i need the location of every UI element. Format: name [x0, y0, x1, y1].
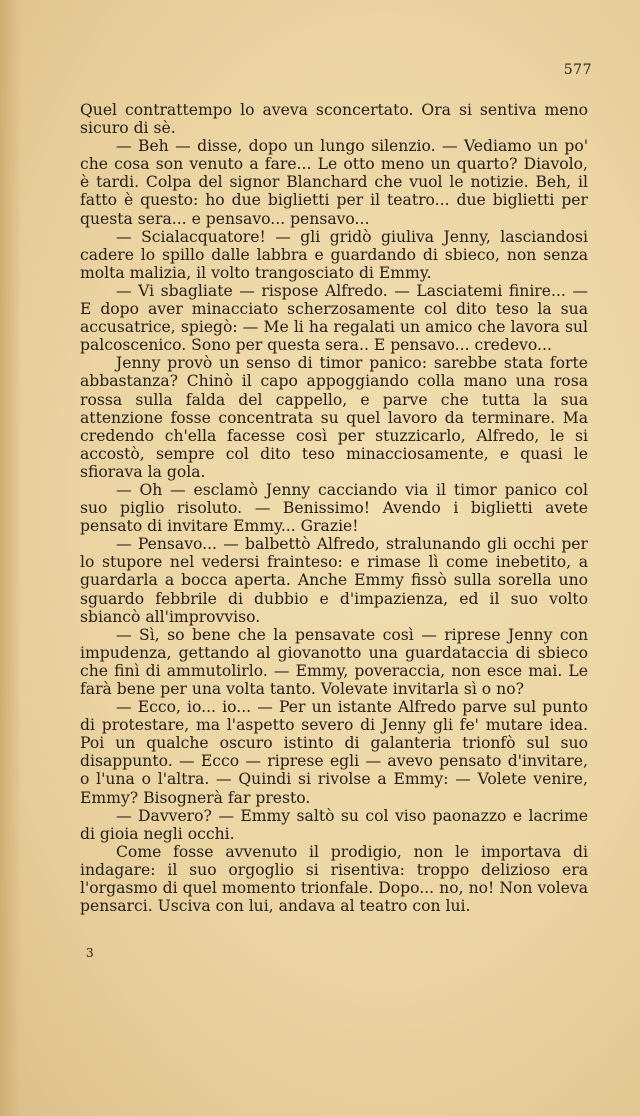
body-text [80, 101, 588, 915]
paragraph-5: Jenny provò un senso di timor panico: sarebbe stata forte abbastanza? Chinò il capo appoggiando colla mano una rosa rossa sulla falda del cappello, e parve che tutta la sua attenzione fosse concentrata su quel lavoro da terminare. Ma credendo ch'ella facesse così per stuzzicarlo, Alfredo, le si accostò, sempre col dito teso minacciosamente, e quasi le sfiorava la gola. [80, 354, 588, 481]
paragraph-7: — Pensavo... — balbettò Alfredo, stralunando gli occhi per lo stupore nel vedersi frainteso: e rimase lì come inebetito, a guardarla a bocca aperta. Anche Emmy fissò sulla sorella uno sguardo febbrile di dubbio e d'impazienza, ed il suo volto sbiancò all'improvviso. [80, 535, 588, 626]
page-edge-shadow [0, 0, 22, 1116]
paragraph-9: — Ecco, io... io... — Per un istante Alfredo parve sul punto di protestare, ma l'aspetto severo di Jenny gli fe' mutare idea. Poi un qualche oscuro istinto di galanteria trionfò sul suo disappunto. — Ecco — riprese egli — avevo pensato d'invitare, o l'una o l'altra. — Quindi si rivolse a Emmy: — Volete venire, Emmy? Bisognerà far presto. [80, 698, 588, 807]
paragraph-10: — Davvero? — Emmy saltò su col viso paonazzo e lacrime di gioia negli occhi. [80, 806, 588, 843]
page-number: 577 [563, 62, 592, 78]
paragraph-1: Quel contrattempo lo aveva sconcertato. Ora si sentiva meno sicuro di sè. [80, 101, 588, 138]
paragraph-11: Come fosse avvenuto il prodigio, non le importava di indagare: il suo orgoglio si risentiva: troppo delizioso era l'orgasmo di quel momento trionfale. Dopo... no, no! Non voleva pensarci. Usciva con lui, andava al teatro con lui. [80, 842, 588, 916]
paragraph-6: — Oh — esclamò Jenny cacciando via il timor panico col suo piglio risoluto. — Benissimo! Avendo i biglietti avete pensato di invitare Emmy... Grazie! [80, 480, 588, 536]
paragraph-2: — Beh — disse, dopo un lungo silenzio. — Vediamo un po' che cosa son venuto a fare... Le otto meno un quarto? Diavolo, è tardi. Colpa del signor Blanchard che vuol le notizie. Beh, il fatto è questo: ho due biglietti per il teatro... due biglietti per questa sera... e pensavo... pensavo... [80, 137, 588, 228]
paragraph-4: — Vi sbagliate — rispose Alfredo. — Lasciatemi finire... — E dopo aver minacciato scherzosamente col dito teso la sua accusatrice, spiegò: — Me li ha regalati un amico che lavora sul palcoscenico. Sono per questa sera.. E pensavo... credevo... [80, 281, 588, 355]
paragraph-3: — Scialacquatore! — gli gridò giuliva Jenny, lasciandosi cadere lo spillo dalle labbra e guardando di sbieco, non senza molta malizia, il volto trangosciato di Emmy. [80, 227, 588, 282]
signature-mark: 3 [86, 946, 94, 960]
paragraph-8: — Sì, so bene che la pensavate così — riprese Jenny con impudenza, gettando al giovanotto una guardataccia di sbieco che finì di ammutolirlo. — Emmy, poveraccia, non esce mai. Le farà bene per una volta tanto. Volevate invitarla sì o no? [80, 625, 588, 698]
